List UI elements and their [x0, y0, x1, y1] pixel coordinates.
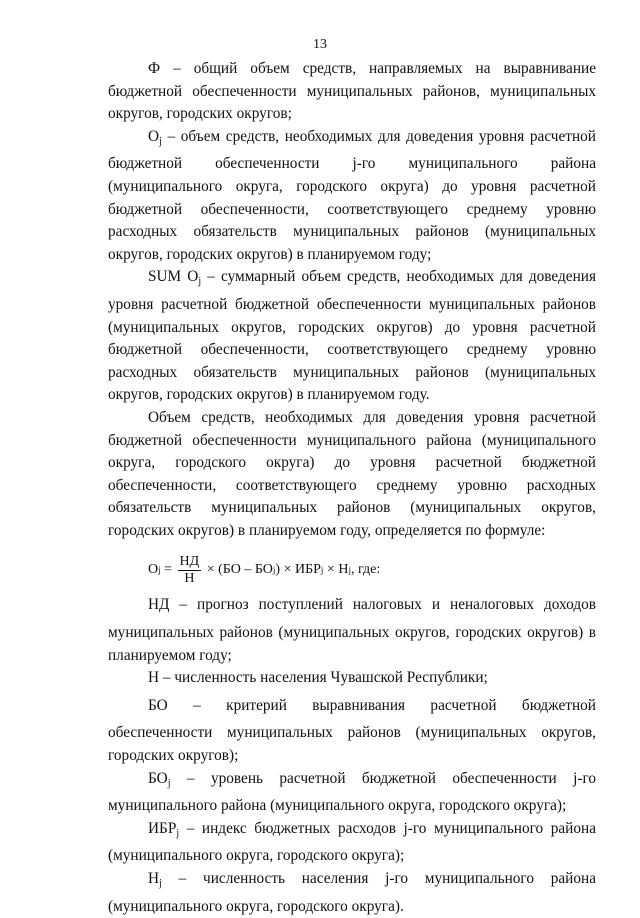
term: БО [148, 696, 168, 714]
term-subscript: j [167, 777, 171, 789]
formula-lhs: O [148, 562, 159, 578]
term: Н [148, 870, 160, 887]
paragraph-text: – суммарный объем средств, необходимых для доведения уровня расчетной бюджетной обеспеченности муниципальных районов (муниципальных округов, городских округов) до уровня расчетной бюджетной обеспеченности, соответствующего среднему уровню расходных обязательств муниципальных районов (муниципальных округов, городских округов) в планируемом году. [108, 268, 596, 404]
formula-tail: , где: [350, 562, 381, 578]
definition-nj [108, 868, 596, 918]
definition-text: – критерий выравнивания расчетной бюджетной обеспеченности муниципальных районов (муниципальных округов, городских округов); [108, 696, 596, 765]
formula-part2: ) × ИБР [275, 562, 321, 578]
term: БО [148, 769, 168, 787]
term-subscript: j [198, 276, 202, 288]
formula-fraction [178, 554, 202, 587]
definition-text: – индекс бюджетных расходов j-го муниципального района (муниципального округа, городского округа); [108, 819, 596, 865]
term-subscript: j [159, 135, 162, 147]
page-number: 13 [313, 37, 327, 52]
formula-lhs-subscript: j [158, 565, 161, 576]
definition-text: – численность населения j-го муниципального района (муниципального округа, городского округа). [108, 870, 596, 915]
body-text [108, 58, 596, 918]
paragraph-text: Ф – общий объем средств, направляемых на выравнивание бюджетной обеспеченности муниципальных районов, муниципальных округов, городских округов; [108, 60, 596, 123]
paragraph-sum-oj-definition [108, 266, 596, 407]
definition-text: – прогноз поступлений налоговых и неналоговых доходов муниципальных районов (муниципальных округов, городских округов) в планируемом году; [108, 596, 596, 664]
term-subscript: j [176, 827, 180, 839]
paragraph-text: – объем средств, необходимых для доведения уровня расчетной бюджетной обеспеченности j-го муниципального района (муниципального округа, городского округа) до уровня расчетной бюджетной обеспеченности, соответствующего среднему уровню расходных обязательств муниципальных районов (муниципальных округов, городских округов) в планируемом году; [108, 127, 596, 263]
term: SUM O [148, 268, 199, 286]
paragraph-oj-definition [108, 126, 596, 267]
formula-numerator: НД [179, 553, 200, 569]
definition-text: – уровень расчетной бюджетной обеспеченности j-го муниципального района (муниципального округа, городского округа); [108, 769, 596, 815]
term: НД [148, 596, 170, 614]
definition-n [108, 667, 596, 695]
definition-nd [108, 594, 596, 667]
formula-part3-subscript: j [348, 565, 351, 576]
paragraph-text: Объем средств, необходимых для доведения уровня расчетной бюджетной обеспеченности муниципального района (муниципального округа, городского округа) до уровня расчетной бюджетной обеспеченности, соответствующего среднему уровню расходных обязательств муниципальных районов (муниципальных округов, городских округов) в планируемом году, определяется по формуле: [108, 408, 596, 539]
formula-denominator: Н [184, 570, 195, 586]
definition-boj [108, 768, 596, 818]
term-subscript: j [159, 878, 162, 889]
paragraph-phi-definition [108, 58, 596, 126]
term: O [148, 127, 160, 145]
term: Н [148, 669, 160, 687]
definition-ibrj [108, 818, 596, 868]
paragraph-formula-intro [108, 407, 596, 543]
definition-text: – численность населения Чувашской Республики; [159, 669, 488, 687]
formula-equals: = [160, 562, 176, 578]
term: ИБР [148, 819, 177, 837]
formula [148, 550, 596, 590]
formula-part1-subscript: j [272, 565, 276, 576]
formula-part2-subscript: j [320, 565, 324, 576]
definition-bo [108, 695, 596, 768]
formula-part1: × (БО – БО [203, 562, 273, 578]
formula-part3: × Н [323, 562, 349, 578]
